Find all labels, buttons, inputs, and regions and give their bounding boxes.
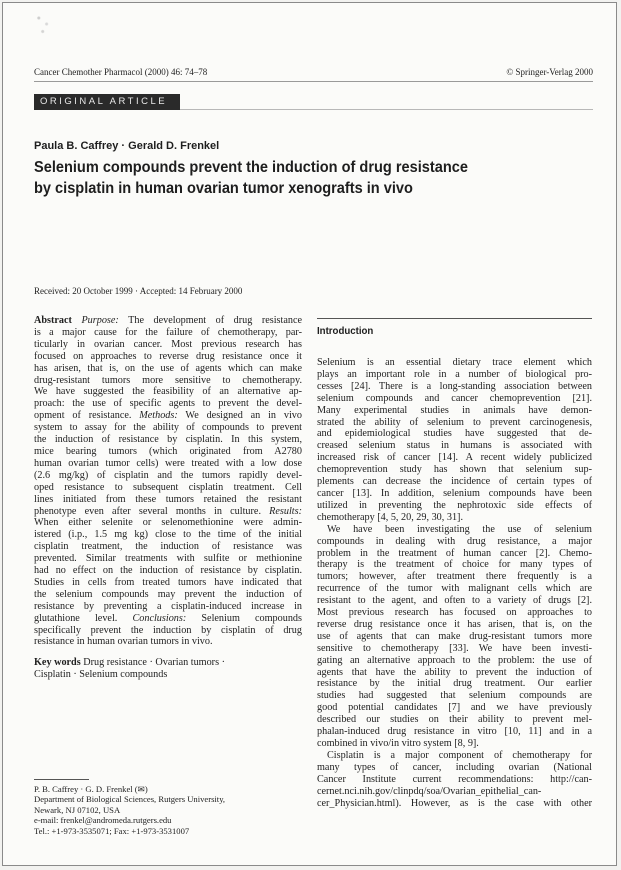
paragraph [317,524,592,750]
journal-page [2,2,617,866]
abstract-line: glutathione level. Conclusions: Selenium compounds [34,612,302,624]
section-heading-introduction: Introduction [317,325,374,337]
abstract-line: prevented. Similar treatments with sulfite or methionine [34,553,302,565]
text-line: Cisplatin is a major component of chemotherapy for [327,749,592,761]
abstract-line: Abstract Purpose: The development of drug resistance [34,315,302,326]
text-line: plays an important role in a number of biological pro- [317,368,592,380]
abstract-line: We have suggested the feasibility of an alternative ap- [34,386,302,398]
text-line: Many experimental studies in animals have demon- [317,404,592,416]
abstract-line: had no effect on the induction of resistance by cisplatin. [34,565,302,577]
keywords-line: Drug resistance · Ovarian tumors · [83,657,225,669]
text-line: selenium compounds and cancer chemoprevention [21]. [317,392,592,404]
text-line: many types of cancer, including ovarian (National [317,761,592,773]
abstract-line: is a major cause for the failure of chemotherapy, par- [34,326,302,338]
paragraph [317,357,592,524]
affiliation-line: Tel.: +1-973-3535071; Fax: +1-973-3531007 [34,825,190,836]
section-rule [317,318,592,319]
right-column [317,315,592,809]
journal-citation: Cancer Chemother Pharmacol (2000) 46: 74–78 [34,67,208,77]
abstract-line: oped resistance to subsequent cisplatin treatment. Cell [34,481,302,493]
text-line: phalan-induced drug resistance in vitro [10, 11] and in a [317,726,592,738]
abstract-line: the induction of resistance by cisplatin. In this system, [34,434,302,446]
text-line: combined in vivo/in vitro system [8, 9]. [317,738,479,749]
text-line: reverse drug resistance once it has arisen, that is, on the [317,618,592,630]
text-line: recurrence of the tumor with malignant cells which are [317,583,592,595]
text-line: chemotherapy [4, 5, 20, 29, 30, 31]. [317,511,463,523]
affiliation-line: Newark, NJ 07102, USA [34,804,121,815]
abstract-line: the selenium compounds may prevent the induction of [34,588,302,600]
left-column [34,315,302,681]
abstract-line: specifically prevent the induction by cisplatin of drug [34,624,302,636]
text-line: resistance by the initial drug treatment. Our earlier [317,678,592,690]
text-line: tumors; however, after treatment there frequently is a [317,571,592,583]
abstract-line: has arisen, that is, on the use of agents which can make [34,362,302,374]
abstract-line: resistance in human ovarian tumors in vivo. [34,636,213,648]
banner-rule [180,109,593,110]
text-line: sensitive to chemotherapy [33]. We have been investi- [317,642,592,654]
article-type-banner: ORIGINAL ARTICLE [34,94,180,110]
text-line: We have been investigating the use of selenium [327,523,592,535]
abstract-line: resistance by preventing a cisplatin-induced increase in [34,600,302,612]
author-list: Paula B. Caffrey · Gerald D. Frenkel [34,140,220,152]
text-line: compounds in dealing with drug resistance, a major [317,535,592,547]
text-line: plements can decrease the incidence of certain types of [317,476,592,488]
keywords-line: Cisplatin · Selenium compounds [34,669,168,681]
text-line: cesses [24]. There is a long-standing association between [317,380,592,392]
affiliation-line: e-mail: frenkel@andromeda.rutgers.edu [34,815,172,826]
abstract-line: lines initiated from these tumors retained the resistant [34,493,302,505]
abstract-line: istered (i.p., 1.5 mg kg) close to the time of the initial [34,529,302,541]
text-line: strated the ability of selenium to prevent carcinogenesis, [317,416,592,428]
text-line: chemoprevention study has shown that selenium sup- [317,464,592,476]
text-line: cancer [13]. In addition, selenium compounds have been [317,487,592,499]
text-line: creased selenium status in humans is associated with [317,440,592,452]
received-accepted-dates: Received: 20 October 1999 · Accepted: 14 February 2000 [34,286,243,296]
text-line: cernet.nci.nih.gov/clinpdq/soa/Ovarian_epithelial_can- [317,785,542,797]
scan-speck-mark [31,9,57,39]
text-line: and epidemiological studies have suggested that de- [317,428,592,440]
author-affiliation [34,784,302,836]
text-line: use of agents that can make drug-resistant tumors more [317,630,592,642]
abstract-line: ticularly in ovarian cancer. Most previous research has [34,338,302,350]
abstract-line: When either selenite or selenomethionine were admin- [34,517,302,529]
text-line: described our studies on their ability to prevent mel- [317,714,592,726]
introduction-body [317,357,592,809]
abstract-line: human ovarian tumor cells) were treated with a low dose [34,457,302,469]
abstract-line: focused on approaches to reverse drug resistance once it [34,350,302,362]
text-line: Most previous research has focused on approaches to [317,607,592,619]
keywords-label: Key words [34,657,81,669]
abstract-line: proach: the use of specific agents to prevent the devel- [34,398,302,410]
abstract-line: cisplatin treatment, the induction of resistance was [34,541,302,553]
text-line: therapy is the treatment of choice for many types of [317,559,592,571]
text-line: agents that have the ability to prevent the induction of [317,666,592,678]
affiliation-line: P. B. Caffrey · G. D. Frenkel (✉) [34,784,148,794]
abstract-line: opment of resistance. Methods: We designed an in vivo [34,410,302,422]
paragraph [317,750,592,810]
text-line: problem in the treatment of human cancer [2]. Chemo- [317,547,592,559]
affiliation-line: Department of Biological Sciences, Rutgers University, [34,794,226,805]
text-line: Cancer Institute current recommendations: http://can- [317,773,592,785]
text-line: gating an alternative approach to the problem: the use of [317,654,592,666]
footnote-rule [34,779,89,780]
publisher-copyright: © Springer-Verlag 2000 [506,67,593,77]
text-line: utilized in preventing the nephrotoxic side effects of [317,499,592,511]
abstract-line: system to assay for the ability of compounds to prevent [34,422,302,434]
text-line: Selenium is an essential dietary trace element which [317,357,592,368]
header-rule [34,81,593,82]
text-line: cer_Physician.html). However, as is the case with other [317,797,592,809]
abstract-line: (2.6 mg/kg) of cisplatin and the tumors rapidly devel- [34,469,302,481]
text-line: studies had suggested that selenium compounds are [317,690,592,702]
text-line: increased risk of cancer [14]. A recent widely publicized [317,452,592,464]
abstract-line: drug-resistant tumors more sensitive to chemotherapy. [34,374,302,386]
text-line: good potential candidates [7] and we have previously [317,702,592,714]
abstract-line: Studies in cells from treated tumors have indicated that [34,576,302,588]
abstract-line: mice bearing tumors (which originated from A2780 [34,445,302,457]
abstract [34,315,302,648]
keywords [34,657,302,681]
abstract-line: phenotype even after several months in culture. Results: [34,505,302,517]
text-line: resistant to the agent, and often to a variety of drugs [2]. [317,595,592,607]
title-line: by cisplatin in human ovarian tumor xenografts in vivo [34,180,413,197]
article-title [34,157,560,199]
title-line: Selenium compounds prevent the induction of drug resistance [34,159,468,176]
